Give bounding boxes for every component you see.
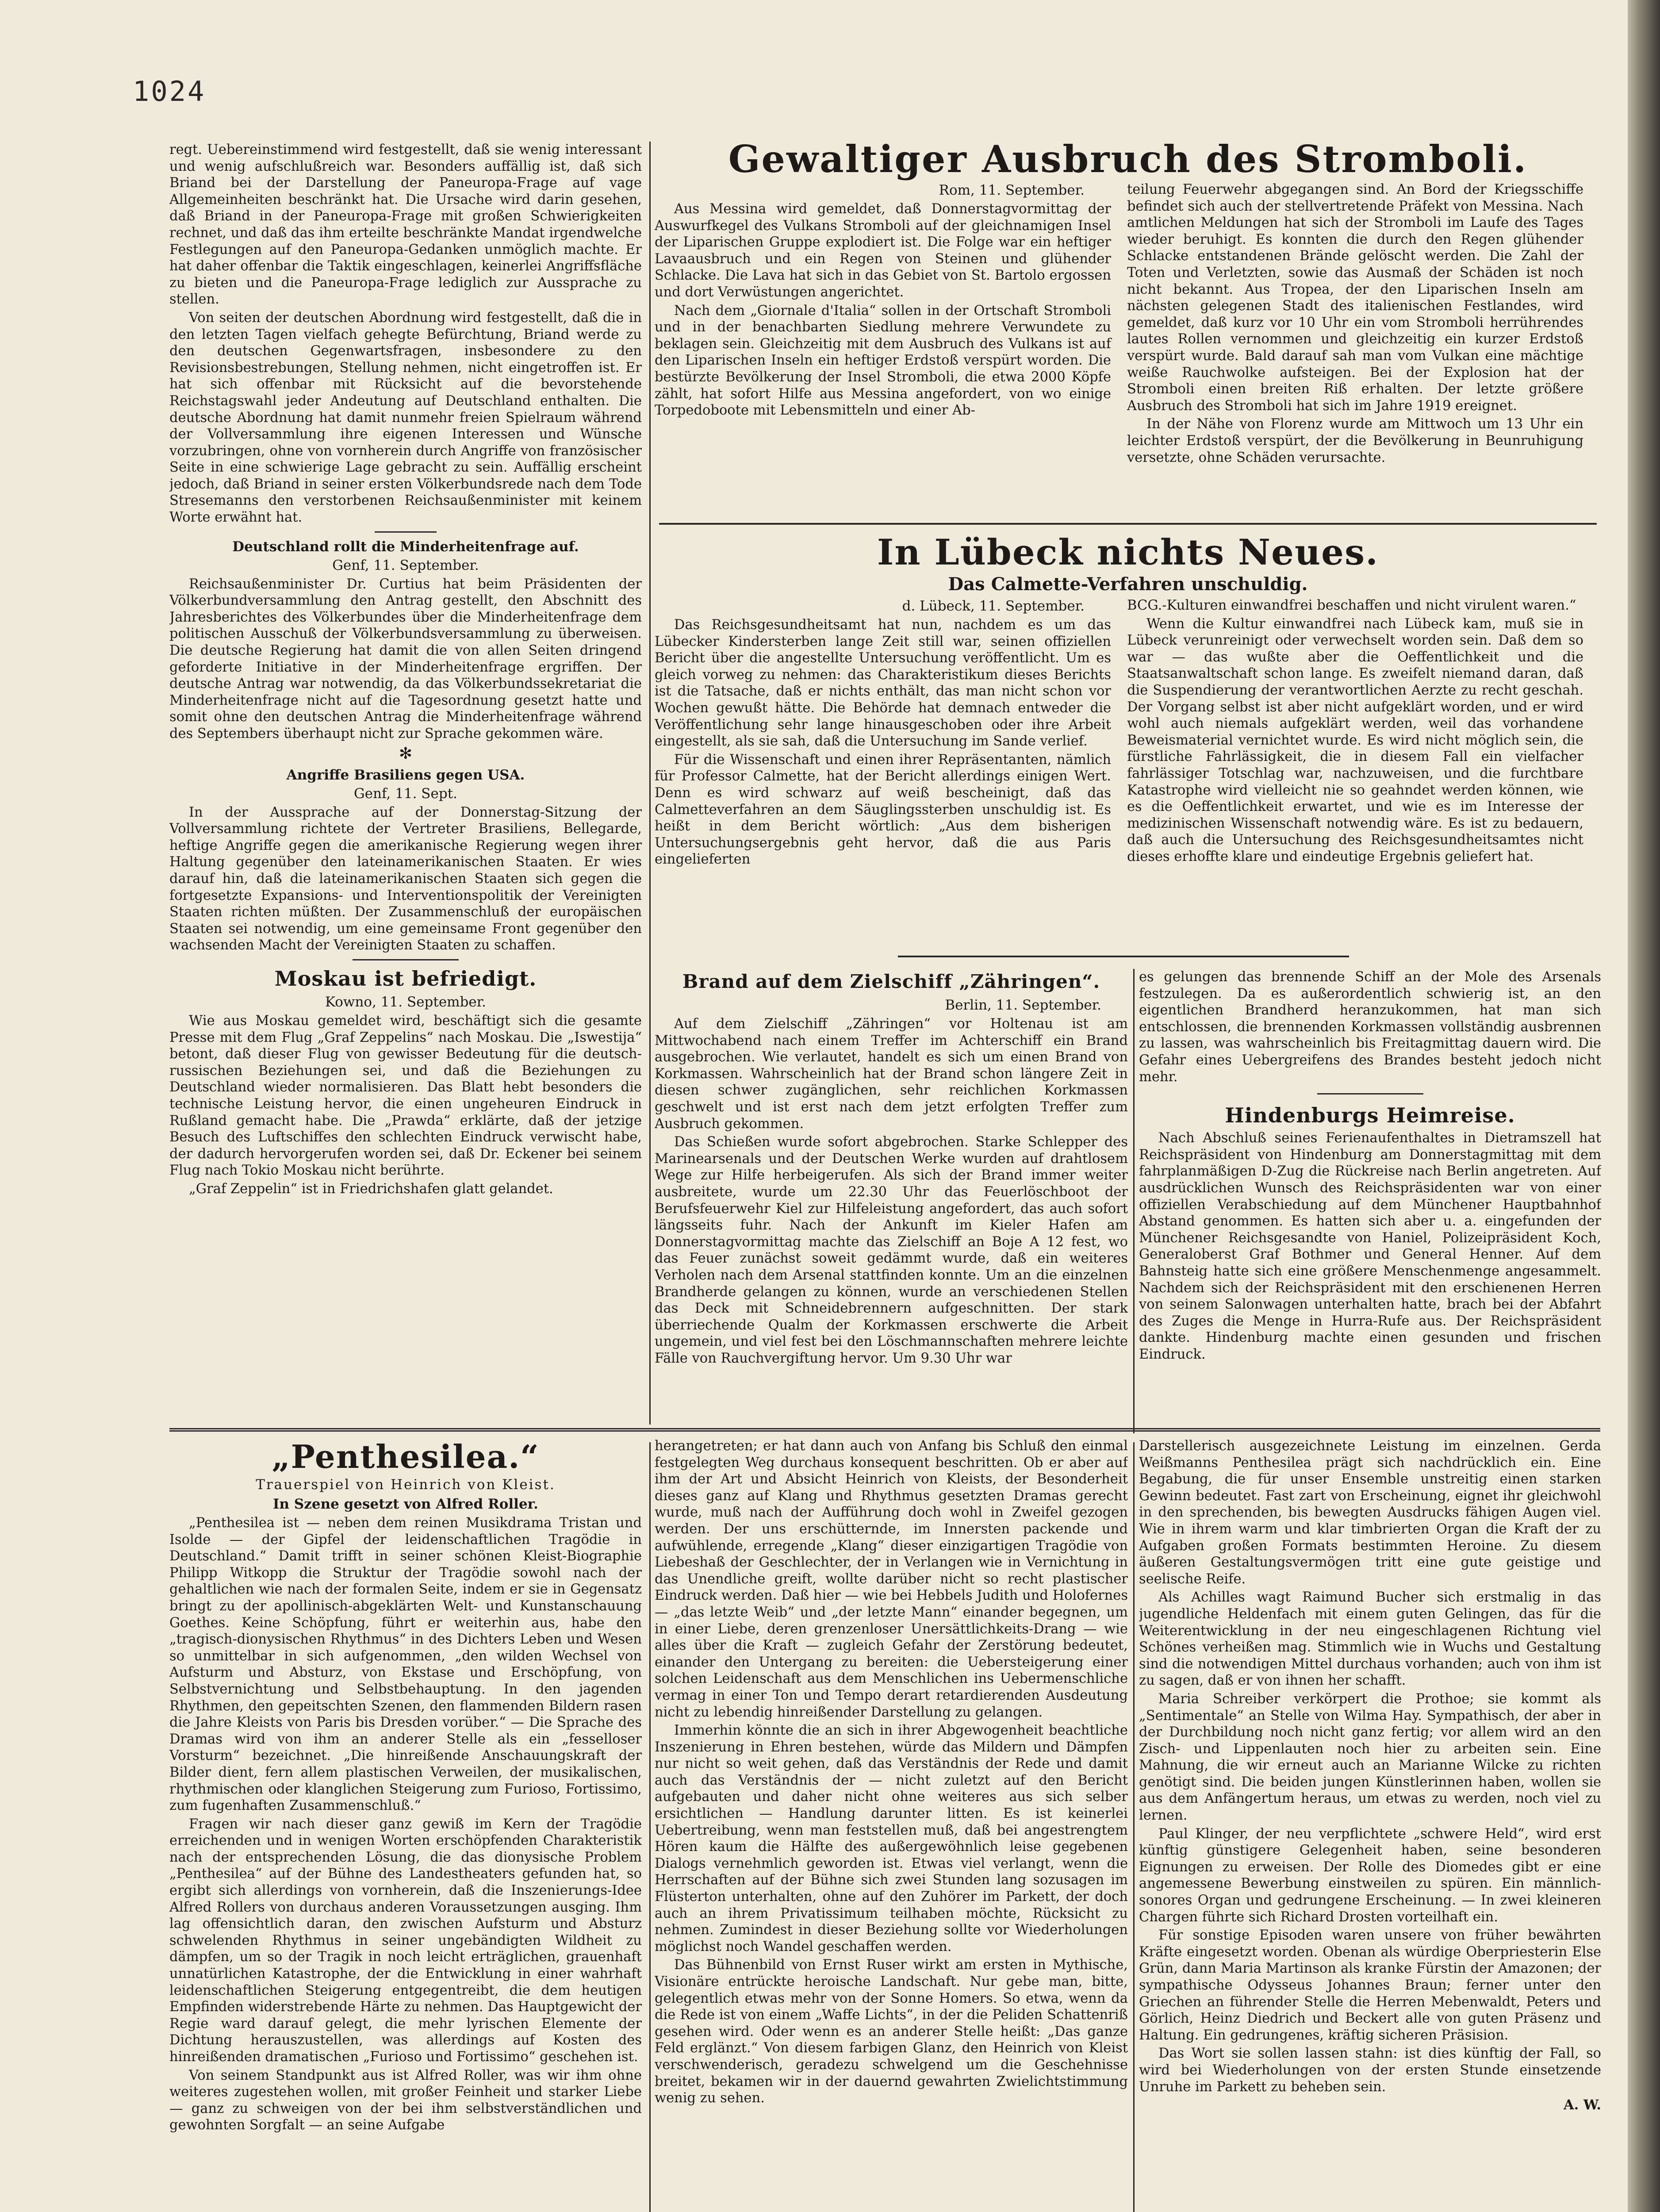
- hindenburg-text: Nach Abschluß seines Ferienaufenthaltes in Dietramszell hat Reichspräsident von Hindenburg am Donnerstagmittag mit dem fahrplanmäßigen D-Zug die Rückreise nach Berlin angetreten. Auf ausdrücklichen Wunsch des Reichspräsidenten war von einer offiziellen Verabschiedung auf dem Münchener Hauptbahnhof Abstand genommen. Es hatten sich aber u. a. eingefunden der Münchener Reichsgesandte von Haniel, Polizeipräsident Koch, Generaloberst Graf Bothmer und General Henner. Auf dem Bahnsteig hatte sich eine größere Menschenmenge angesammelt. Nachdem sich der Reichspräsident mit den erschienenen Herren von seinem Salonwagen unterhalten hatte, brach bei der Abfahrt des Zuges die Menge in Hurra-Rufe aus. Der Reichspräsident dankte. Hindenburg machte einen gesunden und frischen Eindruck.: [1139, 1130, 1601, 1362]
- penthesilea-text-12: Das Wort sie sollen lassen stahn: ist dies künftig der Fall, so wird bei Wiederholungen von der ersten Stunde einsetzende Unruhe im Parkett zu beheben sein.: [1139, 2046, 1601, 2095]
- stromboli-text-1: Aus Messina wird gemeldet, daß Donnerstagvormittag der Auswurfkegel des Vulkans Stromboli auf der gleichnamigen Insel der Liparischen Gruppe explodiert ist. Die Folge war ein heftiger Lavaausbruch und ein Regen von Steinen und glühender Schlacke. Die Lava hat sich in das Gebiet von St. Bartolo ergossen und dort Verwüstungen angerichtet.: [655, 201, 1111, 300]
- feuilleton-rule: [169, 1428, 1600, 1432]
- stromboli-text-4: In der Nähe von Florenz wurde am Mittwoch um 13 Uhr ein leichter Erdstoß verspürt, der die Bevölkerung in Beunruhigung versetzte, ohne Schäden verursachte.: [1127, 416, 1583, 465]
- zaehringen-text-3: es gelungen das brennende Schiff an der Mole des Arsenals festzulegen. Da es außerordentlich schwierig ist, an den eigentlichen Brandherd heranzukommen, hat man sich entschlossen, die brennenden Korkmassen vollständig ausbrennen zu lassen, was wahrscheinlich bis Freitagmittag dauern wird. Die Gefahr eines Uebergreifens des Brandes besteht jedoch nicht mehr.: [1139, 969, 1601, 1085]
- luebeck-text-4: Wenn die Kultur einwandfrei nach Lübeck kam, muß sie in Lübeck verunreinigt oder verwechselt worden sein. Daß dem so war — das wußte aber die Oeffentlichkeit und die Staatsanwaltschaft schon lange. Es zweifelt niemand daran, daß die Suspendierung der verantwortlichen Aerzte zu recht geschah. Der Vorgang selbst ist aber nicht aufgeklärt worden, und er wird wohl auch niemals aufgeklärt werden, weil das vorhandene Beweismaterial vernichtet wurde. Es wird nicht möglich sein, die fürstliche Fahrlässigkeit, die in diesem Fall ein vielfacher fahrlässiger Totschlag war, nachzuweisen, und die furchtbare Katastrophe wird vielleicht nie so geahndet werden können, wie es die Oeffentlichkeit erwartet, und wie es im Interesse der medizinischen Wissenschaft notwendig wäre. Es ist zu bedauern, daß auch die Untersuchung des Reichsgesundheitsamtes nicht dieses erhoffte klare und eindeutige Ergebnis geliefert hat.: [1127, 616, 1583, 864]
- luebeck-headline: In Lübeck nichts Neues.: [877, 531, 1379, 573]
- penthesilea-text-1: „Penthesilea ist — neben dem reinen Musikdrama Tristan und Isolde — der Gipfel der leidenschaftlichen Tragödie in Deutschland.“ Damit trifft in seiner schönen Kleist-Biographie Philipp Witkopp die Struktur der Tragödie sowohl nach der gehaltlichen wie nach der formalen Seite, indem er sie in Gegensatz bringt zu der apollinisch-abgeklärten Welt- und Kunstanschauung Goethes. Keine Schöpfung, führt er weiterhin aus, habe den „tragisch-dionysischen Rhythmus“ in des Dichters Leben und Wesen so unmittelbar in sich aufgenommen, „den wilden Wechsel von Aufsturm und Absturz, von Ekstase und Erschöpfung, von Selbstvernichtung und Selbstbehauptung. In den jagenden Rhythmen, den gepeitschten Szenen, den flammenden Bildern rasen die Jahre Kleists von Paris bis Dresden vorüber.“ — Die Sprache des Dramas wird von ihm an anderer Stelle als ein „fesselloser Vorsturm“ bezeichnet. „Die hinreißende Anschauungskraft der Bilder dient, fern allem plastischen Verweilen, der musikalischen, rhythmischen oder klanglichen Steigerung zum Furioso, Fortissimo, zum fugenhaften Zusammenschluß.“: [169, 1515, 642, 1814]
- luebeck-article: [655, 531, 1601, 947]
- column-rule: [1133, 969, 1135, 1433]
- penthesilea-text-10: Paul Klinger, der neu verpflichtete „schwere Held“, wird erst künftig günstigere Gelegenheit haben, seine besonderen Eignungen zu erweisen. Der Rolle des Diomedes gibt er eine angemessene Bewerbung einstweilen zu spüren. Ein männlich-sonores Organ und gedrungene Erscheinung. — In zwei kleineren Chargen führte sich Richard Drosten vorteilhaft ein.: [1139, 1826, 1601, 1925]
- stromboli-text-3: teilung Feuerwehr abgegangen sind. An Bord der Kriegsschiffe befindet sich auch der stellvertretende Präfekt von Messina. Nach amtlichen Meldungen hat sich der Stromboli im Laufe des Tages wieder beruhigt. Es konnten die durch den Regen glühender Schlacke entstandenen Brände gelöscht werden. Die Zahl der Toten und Verletzten, sowie das Ausmaß der Schäden ist noch nicht bekannt. Aus Tropea, der den Liparischen Inseln am nächsten gelegenen Stadt des italienischen Festlandes, wird gemeldet, daß kurz vor 10 Uhr ein vom Stromboli herrührendes lautes Rollen vernommen und gleichzeitig ein kurzer Erdstoß verspürt wurde. Bald darauf sah man vom Vulkan eine mächtige weiße Rauchwolke aufsteigen. Bei der Explosion hat der Stromboli einen breiten Riß erhalten. Der letzte größere Ausbruch des Stromboli hat sich im Jahre 1919 ereignet.: [1127, 182, 1583, 414]
- penthesilea-text-6: Das Bühnenbild von Ernst Ruser wirkt am ersten in Mythische, Visionäre entrückte heroische Landschaft. Nur gebe man, bitte, gelegentlich etwas mehr von der Sonne Homers. So etwa, wenn da die Rede ist von einem „Waffe Lichts“, in der die Peliden Schattenriß gesehen wird. Oder wenn es an anderer Stelle heißt: „Das ganze Feld erglänzt.“ Von diesem farbigen Glanz, den Heinrich von Kleist verschwenderisch, geradezu schwelgend um die Geschehnisse breitet, bekamen wir in der dauernd gewahrten Zwielichtstimmung wenig zu sehen.: [655, 1957, 1128, 2106]
- luebeck-text-2: Für die Wissenschaft und einen ihrer Repräsentanten, nämlich für Professor Calmette, hat der Bericht allerdings einigen Wert. Denn es wird schwarz auf weiß bescheinigt, daß das Calmetteverfahren an dem Säuglingssterben unschuldig ist. Es heißt in dem Bericht wörtlich: „Aus dem bisherigen Untersuchungsergebnis geht hervor, daß die aus Paris eingelieferten: [655, 752, 1111, 868]
- penthesilea-text-5: Immerhin könnte die an sich in ihrer Abgewogenheit beachtliche Inszenierung in Ehren bestehen, würde das Mildern und Dämpfen nur nicht so weit gehen, daß das Verständnis der Rede und damit auch das Verständnis der — nicht zuletzt auf den Bericht aufgebauten und daher nicht ohne weiteres aus sich selber ersichtlichen — Handlung darunter litten. Es ist keinerlei Uebertreibung, wenn man feststellen muß, daß bei angestrengtem Hören kaum die Hälfte des außergewöhnlich leise gegebenen Dialogs vernehmlich geworden ist. Etwas viel verlangt, wenn die Herrschaften auf der Bühne sich zwei Stunden lang sozusagen im Flüsterton unterhalten, ohne auf den Zuhörer im Parkett, der doch auch an ihrem Privatissimum teilhaben möchte, Rücksicht zu nehmen. Zumindest in dieser Beziehung sollte vor Wiederholungen möglichst noch Wandel geschaffen werden.: [655, 1723, 1128, 1955]
- moscow-text: Wie aus Moskau gemeldet wird, beschäftigt sich die gesamte Presse mit dem Flug „Graf Zeppelins“ nach Moskau. Die „Iswestija“ betont, daß dieser Flug von gewisser Bedeutung für die deutsch-russischen Beziehungen sei, und daß die Beziehungen zu Deutschland wieder normalisieren. Das Blatt hebt besonders die technische Leistung hervor, die einen ungeheuren Eindruck in Rußland gemacht habe. Die „Prawda“ erklärte, daß der jetzige Besuch des Luftschiffes den schlechten Eindruck verwischt habe, der dadurch hervorgerufen worden sei, daß Dr. Eckener bei seinem Flug nach Tokio Moskau nicht berührte.: [169, 1013, 642, 1179]
- column-rule: [649, 1442, 651, 2212]
- zaehringen-hindenburg-column: [1139, 969, 1601, 1438]
- minority-text: Reichsaußenminister Dr. Curtius hat beim Präsidenten der Völkerbundversammlung den Antrag gestellt, den Abschnitt des Jahresberichtes des Völkerbundes über die Minderheitenfrage dem politischen Ausschuß der Völkerbundsversammlung zu überweisen. Die deutsche Regierung hat damit die von allen Seiten dringend geforderte Initiative in der Minderheitenfrage ergriffen. Der deutsche Antrag war notwendig, da das Völkerbundssekretariat die Minderheitenfrage nicht auf die Tagesordnung gesetzt hatte und somit ohne den deutschen Antrag die Minderheitenfrage während des Septembers überhaupt nicht zur Sprache gekommen wäre.: [169, 576, 642, 741]
- zaehringen-dateline: Berlin, 11. September.: [945, 997, 1101, 1013]
- section-rule: [659, 523, 1597, 525]
- column-rule: [649, 142, 651, 1425]
- political-news-column: [169, 142, 642, 1402]
- zaehringen-article: [655, 969, 1128, 1438]
- penthesilea-text-7: Darstellerisch ausgezeichnete Leistung im einzelnen. Gerda Weißmanns Penthesilea prägt sich nachdrücklich ein. Eine Begabung, die für unser Ensemble unstreitig einen starken Gewinn bedeutet. Fast zart von Erscheinung, eignet ihr gleichwohl in den sprechenden, bis bewegten Ausdrucks fähigen Augen viel. Wie in ihrem warm und klar timbrierten Organ die Kraft der zu Aufgaben großen Formats bestimmten Heroine. Zu diesem äußeren Gestaltungsvermögen tritt eine gute geistige und seelische Reife.: [1139, 1438, 1601, 1587]
- penthesilea-text-11: Für sonstige Episoden waren unsere von früher bewährten Kräfte eingesetzt worden. Obenan als würdige Oberpriesterin Else Grün, dann Maria Martinson als kranke Fürstin der Amazonen; der sympathische Odysseus Johannes Braun; ferner unter den Griechen an führender Stelle die Herren Mebenwaldt, Peters und Görlich, Heinz Diedrich und Beckert alle von guten Präsenz und Haltung. Ein gedrungenes, kräftig sicheren Präsision.: [1139, 1928, 1601, 2043]
- page-number: 1024: [133, 75, 206, 108]
- brazil-headline: Angriffe Brasiliens gegen USA.: [286, 767, 525, 783]
- minority-dateline: Genf, 11. September.: [332, 557, 479, 573]
- penthesilea-text-3: Von seinem Standpunkt aus ist Alfred Roller, was wir ihm ohne weiteres zugestehen wollen, mit großer Feinheit und starker Liebe — ganz zu schweigen von der bei ihm selbstverständlichen und gewohnten Sorgfalt — an seine Aufgabe: [169, 2067, 642, 2133]
- stromboli-dateline: Rom, 11. September.: [939, 182, 1085, 198]
- penthesilea-text-8: Als Achilles wagt Raimund Bucher sich erstmalig in das jugendliche Heldenfach mit einem guten Gelingen, das für die Weiterentwicklung in der neu eingeschlagenen Richtung viel Schönes verheißen mag. Stimmlich wie in Wuchs und Gestaltung sind die notwendigen Mittel durchaus vorhanden; auch von ihm ist zu sagen, daß er von ihnen her schafft.: [1139, 1590, 1601, 1689]
- luebeck-text-3: BCG.-Kulturen einwandfrei beschaffen und nicht virulent waren.“: [1127, 598, 1576, 613]
- minority-headline: Deutschland rollt die Minderheitenfrage auf.: [232, 538, 579, 555]
- moscow-headline: Moskau ist befriedigt.: [274, 966, 537, 991]
- penthesilea-staging: In Szene gesetzt von Alfred Roller.: [273, 1496, 538, 1512]
- brazil-text: In der Aussprache auf der Donnerstag-Sitzung der Vollversammlung richtete der Vertreter Brasiliens, Bellegarde, heftige Angriffe gegen die amerikanische Regierung wegen ihrer Haltung gegenüber den lateinamerikanischen Staaten. Er wies darauf hin, daß die lateinamerikanischen Staaten sich gegen die fortgesetzte Expansions- und Interventionspolitik der Vereinigten Staaten richten müßten. Der Zusammenschluß der europäischen Staaten sei notwendig, um eine gemeinsame Front gegenüber den wachsenden Macht der Vereinigten Staaten zu schaffen.: [169, 804, 642, 953]
- briand-text-2: Von seiten der deutschen Abordnung wird festgestellt, daß die in den letzten Tagen vielfach gehegte Befürchtung, Briand werde zu den deutschen Gegenwartsfragen, insbesondere zu den Revisionsbestrebungen, Stellung nehmen, nicht eingetroffen ist. Er hat sich offenbar mit Rücksicht auf die bevorstehende Reichstagswahl jeder Andeutung auf Deutschland enthalten. Die deutsche Abordnung hat damit nunmehr freien Spielraum während der Vollversammlung ihre eigenen Interessen und Wünsche vorzubringen, ohne von vornherein durch Angriffe von französischer Seite in eine schwierige Lage gebracht zu sein. Auffällig erscheint jedoch, daß Briand in seiner ersten Völkerbundsrede nach dem Tode Stresemanns den verstorbenen Reichsaußenminister mit keinem Worte erwähnt hat.: [169, 310, 642, 526]
- penthesilea-column-3: [1139, 1438, 1601, 2212]
- stromboli-text-2: Nach dem „Giornale d'Italia“ sollen in der Ortschaft Stromboli und in der benachbarten Siedlung mehrere Verwundete zu beklagen sein. Gleichzeitig mit dem Ausbruch des Vulkans ist auf den Liparischen Inseln ein heftiger Erdstoß verspürt worden. Die bestürzte Bevölkerung der Insel Stromboli, die etwa 2000 Köpfe zählt, hat sofort Hilfe aus Messina angefordert, von wo einige Torpedoboote mit Lebensmitteln und einer Ab-: [655, 303, 1111, 419]
- luebeck-subheadline: Das Calmette-Verfahren unschuldig.: [948, 574, 1308, 595]
- section-rule: [898, 956, 1349, 957]
- penthesilea-subtitle: Trauerspiel von Heinrich von Kleist.: [256, 1477, 556, 1493]
- penthesilea-text-9: Maria Schreiber verkörpert die Prothoe; sie kommt als „Sentimentale“ an Stelle von Wilma Hay. Sympathisch, der aber in der Durchbildung noch nicht ganz fertig; vor allem wird an den Zisch- und Lippenlauten noch hier zu arbeiten sein. Eine Mahnung, die wir erneut auch an Marianne Wilcke zu richten genötigt sind. Die beiden jungen Künstlerinnen haben, wollen sie aus dem Anfängertum heraus, um etwas zu werden, noch viel zu lernen.: [1139, 1691, 1601, 1824]
- star-separator: ✻: [399, 744, 413, 763]
- stromboli-headline: Gewaltiger Ausbruch des Stromboli.: [728, 137, 1528, 181]
- penthesilea-headline: „Penthesilea.“: [272, 1438, 540, 1475]
- divider: [375, 531, 437, 533]
- hindenburg-headline: Hindenburgs Heimreise.: [1225, 1103, 1515, 1128]
- penthesilea-text-2: Fragen wir nach dieser ganz gewiß im Kern der Tragödie erreichenden und in wenigen Worten erschöpfenden Charakteristik nach der entsprechenden Lösung, die das dionysische Problem „Penthesilea“ auf der Bühne des Landestheaters gefunden hat, so ergibt sich allerdings von vornherein, daß die Inszenierungs-Idee Alfred Rollers von durchaus anderen Voraussetzungen ausging. Ihm lag offensichtlich daran, den zwischen Aufsturm und Absturz schwelenden Rhythmus in seiner ungebändigten Wildheit zu dämpfen, um so der Tragik in noch leicht erträglichen, grauenhaft unnatürlichen Katastrophe, der die Entwicklung in einer wahrhaft leidenschaftlichen Steigerung entgegentreibt, die dem heutigen Empfinden widerstrebende Härte zu nehmen. Das Hauptgewicht der Regie ward darauf gelegt, die mehr lyrischen Elemente der Dichtung herauszustellen, was allerdings auf Kosten des hinreißenden dramatischen „Furioso und Fortissimo“ geschehen ist.: [169, 1816, 642, 2065]
- penthesilea-column-2: [655, 1438, 1128, 2212]
- luebeck-dateline: d. Lübeck, 11. September.: [902, 598, 1085, 614]
- divider: [1317, 1093, 1423, 1094]
- divider: [353, 959, 459, 960]
- luebeck-text-1: Das Reichsgesundheitsamt hat nun, nachdem es um das Lübecker Kindersterben lange Zeit still war, seinen offiziellen Bericht über die angestellte Untersuchung veröffentlicht. Um es gleich vorweg zu nehmen: das Charakteristikum dieses Berichts ist die Tatsache, daß er nichts enthält, das man nicht schon vor Wochen gewußt hätte. Die Behörde hat demnach entweder die Veröffentlichung sehr lange hinausgeschoben oder ihre Arbeit eingestellt, als sie sah, daß die Untersuchung im Sande verlief.: [655, 617, 1111, 749]
- page-edge-shadow: [1628, 0, 1660, 2212]
- zaehringen-text-1: Auf dem Zielschiff „Zähringen“ vor Holtenau ist am Mittwochabend nach einem Treffer im Achterschiff ein Brand ausgebrochen. Wie verlautet, handelt es sich um einen Brand von Korkmassen. Wahrscheinlich hat der Brand schon längere Zeit in diesen schwer zugänglichen, sehr reichlichen Korkmassen geschwelt und ist erst nach dem jetzt erfolgten Treffer zum Ausbruch gekommen.: [655, 1016, 1128, 1132]
- zeppelin-landing-text: „Graf Zeppelin“ ist in Friedrichshafen glatt gelandet.: [189, 1181, 553, 1197]
- brazil-dateline: Genf, 11. Sept.: [353, 785, 458, 802]
- briand-text-1: regt. Uebereinstimmend wird festgestellt, daß sie wenig interessant und wenig aufschlußreich war. Besonders auffällig ist, daß sich Briand bei der Darstellung der Paneuropa-Frage auf vage Allgemeinheiten beschränkt hat. Die Ursache wird darin gesehen, daß Briand in der Paneuropa-Frage mit großen Schwierigkeiten rechnet, und daß das ihm erteilte beschränkte Mandat irgendwelche Festlegungen auf den Paneuropa-Gedanken unmöglich machte. Er hat daher offenbar die Taktik eingeschlagen, keinerlei Angriffsfläche zu bieten und die Paneuropa-Frage lediglich zur Aussprache zu stellen.: [169, 142, 642, 307]
- author-signature: A. W.: [1563, 2097, 1601, 2113]
- penthesilea-text-4: herangetreten; er hat dann auch von Anfang bis Schluß den einmal festgelegten Weg durchaus konsequent beschritten. Ob er aber auf ihm der Art und Absicht Heinrich von Kleists, der Besonderheit dieses ganz auf Klang und Rhythmus gesetzten Dramas gerecht wurde, muß nach der Aufführung doch wohl in Zweifel gezogen werden. Der uns erschütternde, im Innersten packende und aufwühlende, erregende „Klang“ dieser einzigartigen Tragödie von Liebeshaß der Geschlechter, der in Verlangen wie in Vernichtung in das Unendliche greift, wollte darüber nicht so recht plastischer Eindruck werden. Daß hier — wie bei Hebbels Judith und Holofernes — „das letzte Weib“ und „der letzte Mann“ einander begegnen, um in einer Liebe, deren grenzenloser Unersättlichkeits-Drang — wie alles über die Kraft — zugleich Gefahr der Zerstörung bedeutet, einander den Untergang zu bereiten: die Uebersteigerung einer solchen Leidenschaft aus dem Menschlichen ins Uebermenschliche vermag in einer Ton und Tempo derart retardierenden Ausdeutung nicht zu lebendig hinreißender Darstellung zu gelangen.: [655, 1438, 1128, 1720]
- zaehringen-text-2: Das Schießen wurde sofort abgebrochen. Starke Schlepper des Marinearsenals und der Deutschen Werke wurden auf drahtlosem Wege zur Hilfe herbeigerufen. Als sich der Brand immer weiter ausbreitete, wurde um 22.30 Uhr das Feuerlöschboot der Berufsfeuerwehr Kiel zur Hilfeleistung angefordert, das auch sofort längsseits fuhr. Nach der Ankunft im Kieler Hafen am Donnerstagvormittag machte das Zielschiff an Boje A 12 fest, wo das Feuer zunächst soweit gedämmt wurde, daß ein weiteres Verholen nach dem Arsenal stattfinden konnte. Um an die einzelnen Brandherde gelangen zu können, wurde an verschiedenen Stellen das Deck mit Schneidebrennern aufgeschnitten. Der stark überriechende Qualm der Korkmassen erschwerte die Arbeit ungemein, und viel fest bei den Löschmannschaften mehrere leichte Fälle von Rauchvergiftung hervor. Um 9.30 Uhr war: [655, 1134, 1128, 1366]
- moscow-dateline: Kowno, 11. September.: [325, 994, 487, 1010]
- stromboli-article: [655, 137, 1601, 518]
- zaehringen-headline: Brand auf dem Zielschiff „Zähringen“.: [682, 971, 1100, 992]
- penthesilea-column-1: [169, 1438, 642, 2212]
- column-rule: [1133, 1442, 1135, 2212]
